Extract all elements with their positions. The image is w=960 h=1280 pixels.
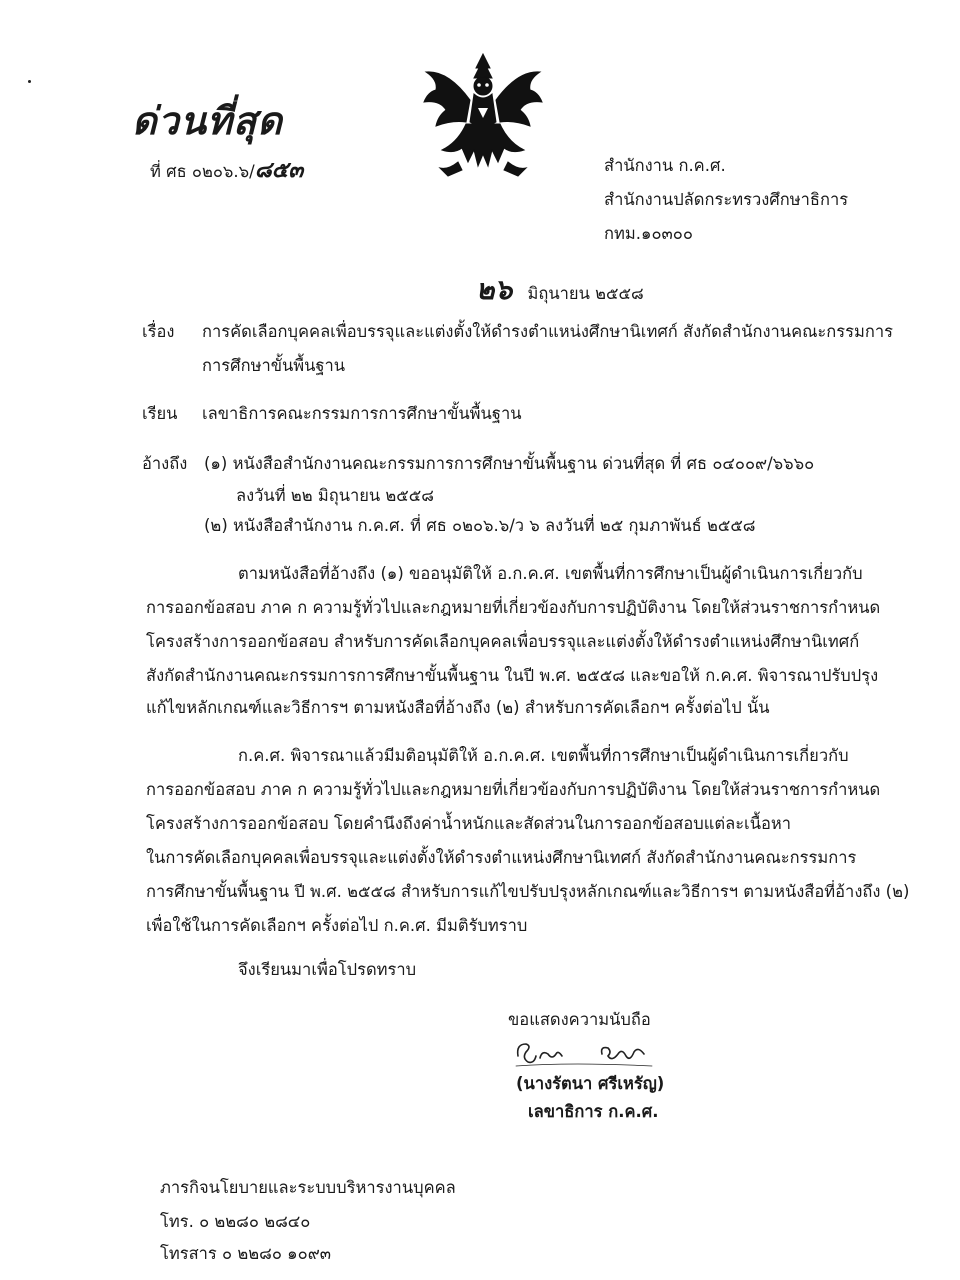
paragraph-2-line: เพื่อใช้ในการคัดเลือกฯ ครั้งต่อไป ก.ค.ศ. มีมติรับทราบ bbox=[146, 916, 528, 935]
scan-speck bbox=[28, 80, 31, 83]
handwritten-signature-icon bbox=[512, 1036, 662, 1070]
paragraph-1-line: ตามหนังสือที่อ้างถึง (๑) ขออนุมัติให้ อ.ก.ค.ศ. เขตพื้นที่การศึกษาเป็นผู้ดำเนินการเกี่ยวกับ bbox=[238, 564, 863, 583]
subject-label: เรื่อง bbox=[142, 322, 175, 341]
subject-line-2: การศึกษาขั้นพื้นฐาน bbox=[202, 356, 346, 375]
paragraph-2-line: การศึกษาขั้นพื้นฐาน ปี พ.ศ. ๒๕๕๘ สำหรับการแก้ไขปรับปรุงหลักเกณฑ์และวิธีการฯ ตามหนังสือที่อ้างถึง (๒) bbox=[146, 882, 910, 901]
closing-phrase: ขอแสดงความนับถือ bbox=[508, 1010, 651, 1029]
garuda-emblem-icon bbox=[418, 50, 548, 180]
paragraph-1-line: โครงสร้างการออกข้อสอบ สำหรับการคัดเลือกบุคคลเพื่อบรรจุและแต่งตั้งให้ดำรงตำแหน่งศึกษานิเทศก์ bbox=[146, 632, 860, 651]
footer-phone: โทร. ๐ ๒๒๘๐ ๒๘๔๐ bbox=[160, 1212, 311, 1231]
subject-line-1: การคัดเลือกบุคคลเพื่อบรรจุและแต่งตั้งให้ดำรงตำแหน่งศึกษานิเทศก์ สังกัดสำนักงานคณะกรรมการ bbox=[202, 322, 893, 341]
reference-item-1-date: ลงวันที่ ๒๒ มิถุนายน ๒๕๕๘ bbox=[236, 486, 435, 505]
document-date bbox=[476, 273, 644, 306]
salutation-recipient: เลขาธิการคณะกรรมการการศึกษาขั้นพื้นฐาน bbox=[202, 404, 522, 423]
paragraph-2-line: การออกข้อสอบ ภาค ก ความรู้ทั่วไปและกฎหมายที่เกี่ยวข้องกับการปฏิบัติงาน โดยให้ส่วนราชการกำหนด bbox=[146, 780, 881, 799]
footer-department: ภารกิจนโยบายและระบบบริหารงานบุคคล bbox=[160, 1178, 456, 1197]
paragraph-1-line: การออกข้อสอบ ภาค ก ความรู้ทั่วไปและกฎหมายที่เกี่ยวข้องกับการปฏิบัติงาน โดยให้ส่วนราชการกำหนด bbox=[146, 598, 881, 617]
reference-item-2: (๒) หนังสือสำนักงาน ก.ค.ศ. ที่ ศธ ๐๒๐๖.๖/ว ๖ ลงวันที่ ๒๕ กุมภาพันธ์ ๒๕๕๘ bbox=[204, 516, 756, 535]
paragraph-2-line: ในการคัดเลือกบุคคลเพื่อบรรจุและแต่งตั้งให้ดำรงตำแหน่งศึกษานิเทศก์ สังกัดสำนักงานคณะกรรมการ bbox=[146, 848, 857, 867]
signer-title: เลขาธิการ ก.ค.ศ. bbox=[528, 1102, 659, 1121]
paragraph-2-line: ก.ค.ศ. พิจารณาแล้วมีมติอนุมัติให้ อ.ก.ค.ศ. เขตพื้นที่การศึกษาเป็นผู้ดำเนินการเกี่ยวกับ bbox=[238, 746, 849, 765]
signer-name: (นางรัตนา ศรีเหรัญ) bbox=[516, 1074, 665, 1093]
urgency-heading: ด่วนที่สุด bbox=[132, 99, 283, 143]
reference-handwritten: ๘๕๓ bbox=[254, 158, 304, 183]
date-month-year: มิถุนายน ๒๕๕๘ bbox=[527, 284, 644, 303]
salutation-label: เรียน bbox=[142, 404, 178, 423]
footer-fax: โทรสาร ๐ ๒๒๘๐ ๑๐๙๓ bbox=[160, 1244, 332, 1263]
office-line-3: กทม.๑๐๓๐๐ bbox=[604, 224, 693, 243]
reference-number bbox=[150, 160, 303, 182]
paragraph-1-line: สังกัดสำนักงานคณะกรรมการการศึกษาขั้นพื้นฐาน ในปี พ.ศ. ๒๕๕๘ และขอให้ ก.ค.ศ. พิจารณาปรับปรุง bbox=[146, 666, 879, 685]
office-line-2: สำนักงานปลัดกระทรวงศึกษาธิการ bbox=[604, 190, 849, 209]
paragraph-1-line: แก้ไขหลักเกณฑ์และวิธีการฯ ตามหนังสือที่อ้างถึง (๒) สำหรับการคัดเลือกฯ ครั้งต่อไป นั้น bbox=[146, 698, 770, 717]
paragraph-2-line: โครงสร้างการออกข้อสอบ โดยคำนึงถึงค่าน้ำหนักและสัดส่วนในการออกข้อสอบแต่ละเนื้อหา bbox=[146, 814, 792, 833]
reference-prefix: ที่ ศธ ๐๒๐๖.๖/ bbox=[150, 162, 255, 181]
office-line-1: สำนักงาน ก.ค.ศ. bbox=[604, 156, 726, 175]
reference-item-1: (๑) หนังสือสำนักงานคณะกรรมการการศึกษาขั้นพื้นฐาน ด่วนที่สุด ที่ ศธ ๐๔๐๐๙/๖๖๖๐ bbox=[204, 454, 815, 473]
references-label: อ้างถึง bbox=[142, 454, 188, 473]
date-day-handwritten: ๒๖ bbox=[476, 273, 513, 306]
closing-request: จึงเรียนมาเพื่อโปรดทราบ bbox=[238, 960, 417, 979]
